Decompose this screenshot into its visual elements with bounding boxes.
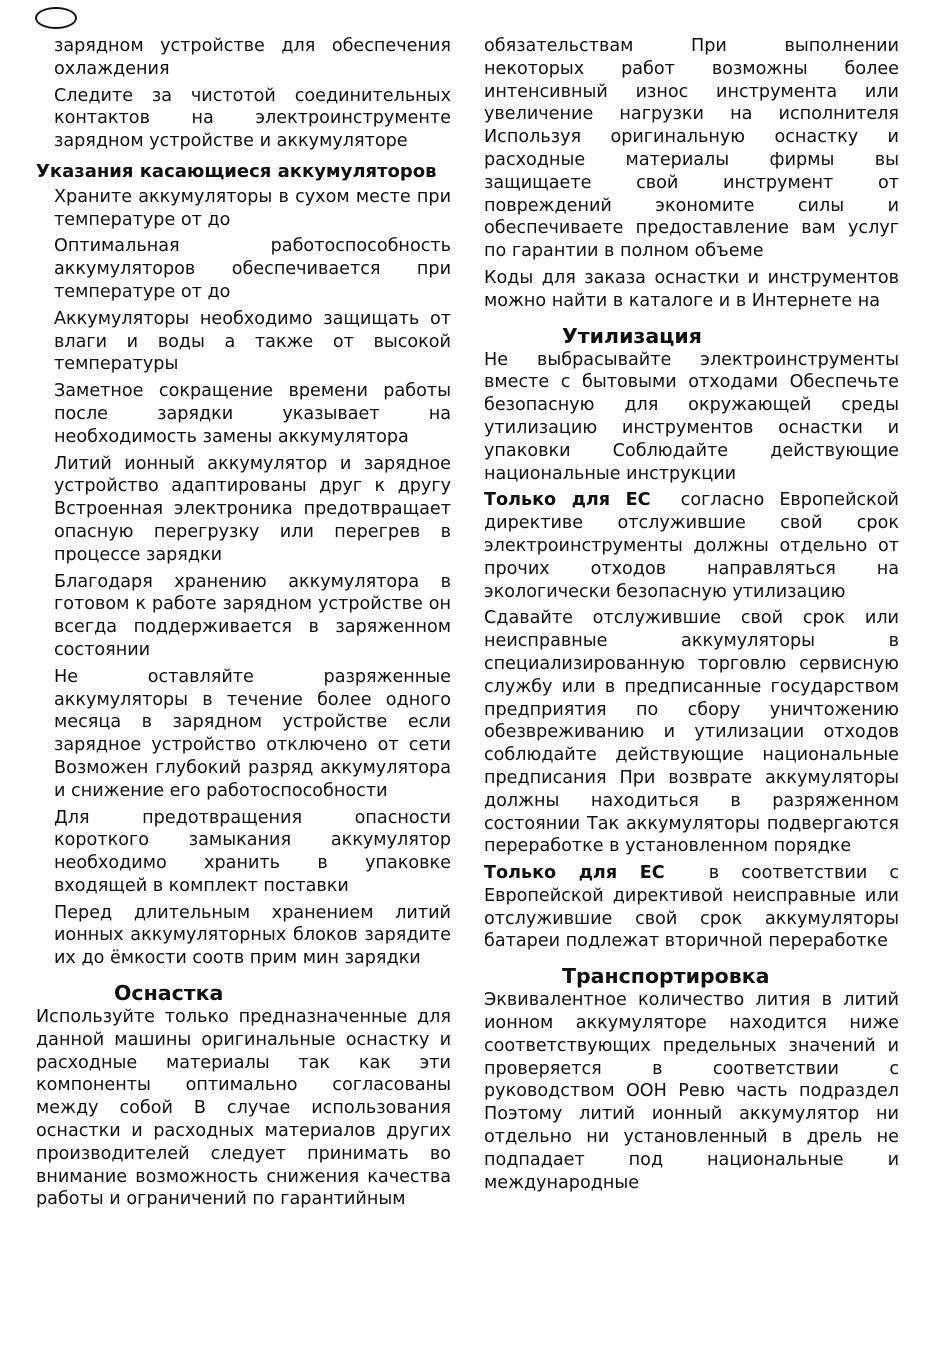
paragraph-order-codes: Коды для заказа оснастки и инструментов можно найти в каталоге и в Интернете на: [484, 267, 899, 311]
paragraph-eu-batteries: [484, 862, 899, 953]
paragraph-optimal-temperature: Оптимальная работоспособность аккумуляторов обеспечивается при температуре от до: [54, 236, 451, 302]
eu-only-label: Только для ЕС: [484, 490, 651, 511]
paragraph-storage-temperature: Храните аккумуляторы в сухом месте при температуре от до: [54, 186, 451, 230]
paragraph-charger-storage: Благодаря хранению аккумулятора в готовом к работе зарядном устройстве он всегда поддерживается в заряженном состоянии: [54, 571, 451, 660]
section-heading-disposal: Утилизация: [562, 323, 702, 348]
paragraph-deep-discharge: Не оставляйте разряженные аккумуляторы в течение более одного месяца в зарядном устройстве если зарядное устройство отключено от сети Возможен глубокий разряд аккумулятора и снижение его работоспособности: [54, 666, 451, 801]
paragraph-original-accessories: Используйте только предназначенные для данной машины оригинальные оснастку и расходные материалы так как эти компоненты оптимально согласованы между собой В случае использования оснастки и расходных материалов других производителей следует принимать во внимание возможность снижения качества работы и ограничений по гарантийным: [36, 1007, 451, 1210]
heading-battery-notes: Указания касающиеся аккумуляторов: [36, 160, 437, 182]
paragraph-lithium-content: Эквивалентное количество лития в литий ионном аккумуляторе находится ниже соответствующих предельных значений и проверяется в соответствии с руководством ООН Ревю часть подраздел Поэтому литий ионный аккумулятор ни отдельно ни установленный в дрель не подпадает под национальные и международные: [484, 990, 899, 1193]
section-heading-transport: Транспортировка: [562, 964, 770, 989]
section-heading-accessories: Оснастка: [114, 981, 224, 1006]
left-column: [36, 35, 451, 1215]
paragraph-eu-directive: [484, 489, 899, 603]
paragraph-protect-moisture: Аккумуляторы необходимо защищать от влаги и воды а также от высокой температуры: [54, 308, 451, 375]
paragraph-return-batteries: Сдавайте отслужившие свой срок или неисправные аккумуляторы в специализированную торговлю сервисную службу или в предписанные государством предприятия по сбору уничтожению обезвреживанию и утилизации отходов соблюдайте действующие национальные предписания При возврате аккумуляторы должны находиться в разряженном состоянии Так аккумуляторы подвергаются переработке в установленном порядке: [484, 608, 899, 857]
paragraph-charger-cooling: зарядном устройстве для обеспечения охлаждения: [54, 36, 451, 79]
eu-batteries-text: в соответствии с Европейской директивой неисправные или отслужившие свой срок аккумуляторы батареи подлежат вторичной переработке: [484, 863, 900, 952]
paragraph-short-circuit: Для предотвращения опасности короткого замыкания аккумулятор необходимо хранить в упаковке входящей в комплект поставки: [54, 807, 451, 896]
paragraph-warranty-obligations: обязательствам При выполнении некоторых работ возможны более интенсивный износ инструмента или увеличение нагрузки на исполнителя Используя оригинальную оснастку и расходные материалы фирмы вы защищаете свой инструмент от повреждений экономите силы и обеспечиваете предоставление вам услуг по гарантии в полном объеме: [484, 36, 899, 262]
paragraph-no-household-waste: Не выбрасывайте электроинструменты вместе с бытовыми отходами Обеспечьте безопасную для окружающей среды утилизацию инструментов оснастки и упаковки Соблюдайте действующие национальные инструкции: [484, 349, 899, 484]
paragraph-li-ion-adapted: Литий ионный аккумулятор и зарядное устройство адаптированы друг к другу Встроенная электроника предотвращает опасную перегрузку или перегрев в процессе зарядки: [54, 453, 451, 565]
eu-only-label-2: Только для ЕС: [484, 863, 665, 884]
eu-directive-text: согласно Европейской директиве отслужившие свой срок электроинструменты должны отдельно от прочих отходов направляться на экологически безопасную утилизацию: [484, 490, 899, 602]
paragraph-replace-battery: Заметное сокращение времени работы после зарядки указывает на необходимость замены аккумулятора: [54, 381, 451, 447]
right-column: [484, 35, 899, 1198]
paragraph-clean-contacts: Следите за чистотой соединительных контактов на электроинструменте зарядном устройстве и аккумуляторе: [54, 85, 451, 152]
language-badge: [35, 7, 77, 29]
paragraph-long-storage: Перед длительным хранением литий ионных аккумуляторных блоков зарядите их до ёмкости соотв прим мин зарядки: [54, 902, 451, 969]
